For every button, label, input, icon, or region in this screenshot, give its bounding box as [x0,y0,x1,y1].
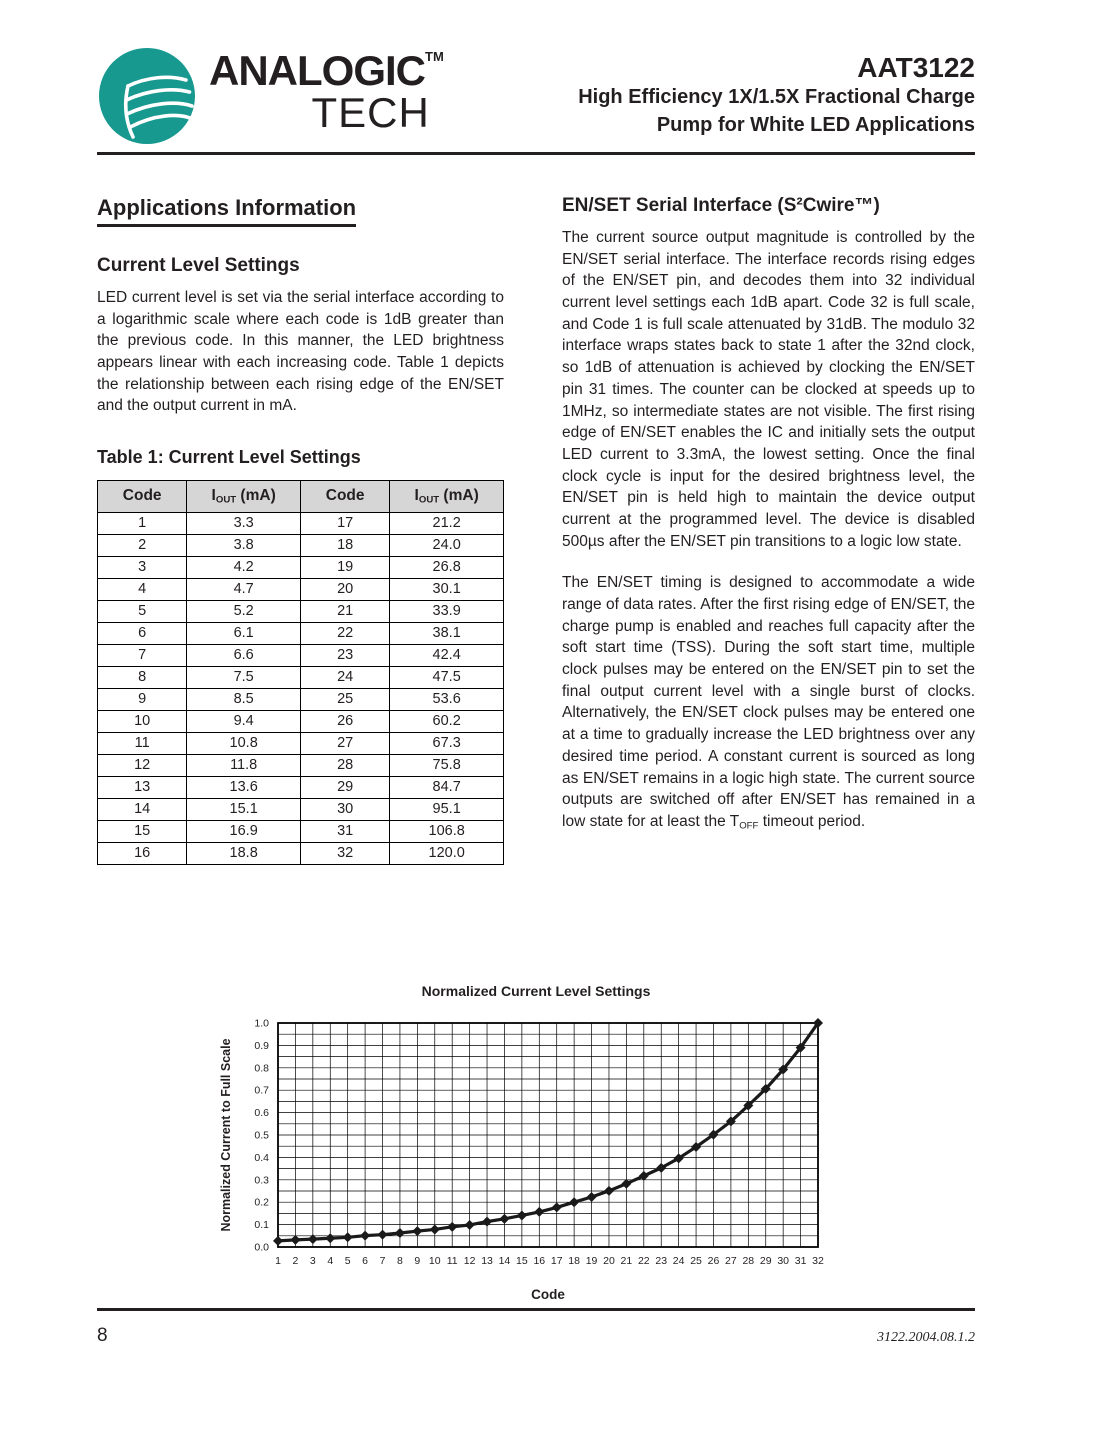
table-cell: 16 [98,842,187,864]
table-cell: 9 [98,688,187,710]
table-row [98,798,504,820]
svg-text:23: 23 [655,1255,668,1267]
svg-text:0.3: 0.3 [254,1174,269,1187]
footer-rule [97,1308,975,1311]
table-cell: 21 [300,600,389,622]
table-row [98,666,504,688]
enset-paragraph-1: The current source output magnitude is controlled by the EN/SET serial interface. The interface records rising edges of the EN/SET pin, and decodes them into 32 individual current level settings each 1dB apart. Code 32 is full scale, and Code 1 is full scale attenuated by 31dB. The modulo 32 interface wraps states back to state 1 after the 32nd clock, so 1dB of attenuation is achieved by clocking the EN/SET pin 31 times. The counter can be clocked at speeds up to 1MHz, so intermediate states are not visible. The first rising edge of EN/SET enables the IC and initially sets the output LED current to 3.3mA, the lowest setting. Once the final clock cycle is input for the desired brightness level, the EN/SET pin is held high to maintain the device output current at the programmed level. The device is disabled 500µs after the EN/SET pin transitions to a logic low state. [562,229,975,550]
table-row [98,600,504,622]
svg-text:20: 20 [603,1255,615,1267]
header-cell-code-1: Code [98,481,187,512]
svg-text:1.0: 1.0 [254,1017,269,1030]
table-cell: 4.2 [187,556,301,578]
svg-text:2: 2 [292,1255,299,1267]
table-row [98,688,504,710]
table-row [98,622,504,644]
table-cell: 75.8 [390,754,504,776]
svg-text:12: 12 [463,1255,476,1267]
header-rule [97,152,975,155]
header-cell-iout-2 [390,481,504,512]
document-revision-code: 3122.2004.08.1.2 [877,1330,975,1345]
table-cell: 5.2 [187,600,301,622]
svg-text:1: 1 [275,1255,281,1267]
section-title-applications-information: Applications Information [97,195,356,227]
table-cell: 30 [300,798,389,820]
brand-wordmark [209,46,444,136]
svg-text:0.1: 0.1 [254,1219,269,1232]
table-row [98,842,504,864]
current-table-body [98,512,504,864]
svg-text:7: 7 [379,1255,386,1267]
table-cell: 17 [300,512,389,534]
analogictech-logo-icon [97,46,197,146]
svg-text:0.6: 0.6 [254,1107,269,1120]
svg-text:0.8: 0.8 [254,1062,269,1075]
svg-text:18: 18 [568,1255,580,1267]
table-cell: 11.8 [187,754,301,776]
table-row [98,710,504,732]
doc-subtitle-line2: Pump for White LED Applications [656,113,975,136]
table-header-row [98,481,504,512]
company-logo [97,46,444,146]
trademark-mark: TM [425,49,444,64]
chart-title: Normalized Current Level Settings [421,983,651,999]
table-cell: 28 [300,754,389,776]
table-cell: 24.0 [390,534,504,556]
svg-text:15: 15 [516,1255,528,1267]
table-row [98,534,504,556]
table-cell: 11 [98,732,187,754]
toff-subscript: OFF [739,820,759,832]
svg-text:10: 10 [428,1255,441,1267]
svg-text:24: 24 [672,1255,685,1267]
table-row [98,732,504,754]
svg-text:19: 19 [585,1255,598,1267]
table-cell: 10.8 [187,732,301,754]
svg-text:0.9: 0.9 [254,1039,269,1052]
svg-text:9: 9 [414,1255,421,1267]
table-cell: 4 [98,578,187,600]
svg-text:22: 22 [637,1255,650,1267]
svg-text:30: 30 [777,1255,790,1267]
table-cell: 10 [98,710,187,732]
right-column [562,195,975,957]
brand-name-bottom: TECH [311,89,430,136]
table-row [98,512,504,534]
page-footer [97,1308,975,1347]
svg-text:32: 32 [812,1255,824,1267]
table-cell: 30.1 [390,578,504,600]
svg-text:0.4: 0.4 [254,1151,269,1164]
table-cell: 29 [300,776,389,798]
table-header [98,481,504,512]
table-cell: 60.2 [390,710,504,732]
table-cell: 13.6 [187,776,301,798]
svg-text:21: 21 [620,1255,633,1267]
table-1-title: Table 1: Current Level Settings [97,447,361,468]
table-cell: 25 [300,688,389,710]
table-cell: 26 [300,710,389,732]
document-title-block [578,46,975,139]
enset-paragraph-2-main: The EN/SET timing is designed to accommodate a wide range of data rates. After the first rising edge of EN/SET, the charge pump is enabled and reaches full capacity after the soft start time (TSS). During the soft start time, multiple clock pulses may be entered on the EN/SET pin to set the final output current level with a single burst of clocks. Alternatively, the EN/SET clock pulses may be entered one at a time to gradually increase the LED brightness over any desired time period. A constant current is sourced as long as EN/SET remains in a logic high state. The current source outputs are switched off after EN/SET has remained in a low state for at least the T [562,574,975,830]
table-cell: 1 [98,512,187,534]
table-cell: 33.9 [390,600,504,622]
brand-name-top [209,47,444,94]
table-cell: 15.1 [187,798,301,820]
table-cell: 32 [300,842,389,864]
table-cell: 8.5 [187,688,301,710]
svg-text:29: 29 [759,1255,772,1267]
svg-text:17: 17 [550,1255,563,1267]
table-row [98,644,504,666]
iout-subscript: OUT [215,494,237,506]
table-cell: 4.7 [187,578,301,600]
table-cell: 84.7 [390,776,504,798]
part-number: AAT3122 [857,52,975,83]
table-cell: 120.0 [390,842,504,864]
table-cell: 24 [300,666,389,688]
table-cell: 31 [300,820,389,842]
table-cell: 3.3 [187,512,301,534]
header-cell-code-2: Code [300,481,389,512]
svg-text:28: 28 [742,1255,755,1267]
table-cell: 7.5 [187,666,301,688]
table-cell: 23 [300,644,389,666]
table-cell: 6.6 [187,644,301,666]
svg-text:25: 25 [690,1255,702,1267]
iout-symbol: I [414,487,419,505]
header-cell-iout-1 [187,481,301,512]
svg-text:0.7: 0.7 [254,1084,269,1097]
table-row [98,556,504,578]
svg-text:13: 13 [481,1255,493,1267]
page-header [97,0,975,146]
table-cell: 22 [300,622,389,644]
table-row [98,754,504,776]
svg-text:16: 16 [533,1255,546,1267]
brand-analogic-text: ANALOGIC [209,47,425,94]
svg-text:6: 6 [362,1255,369,1267]
table-cell: 12 [98,754,187,776]
normalized-current-chart-section [97,983,975,1311]
subsection-title-current-level-settings: Current Level Settings [97,255,300,276]
table-cell: 19 [300,556,389,578]
table-cell: 95.1 [390,798,504,820]
table-row [98,578,504,600]
table-cell: 7 [98,644,187,666]
iout-unit: (mA) [439,487,479,505]
svg-text:0.0: 0.0 [254,1241,269,1254]
table-cell: 38.1 [390,622,504,644]
svg-text:Code: Code [531,1287,565,1302]
table-cell: 14 [98,798,187,820]
svg-text:5: 5 [344,1255,351,1267]
svg-text:27: 27 [725,1255,737,1267]
current-level-settings-table [97,480,504,864]
table-cell: 18 [300,534,389,556]
svg-text:0.5: 0.5 [254,1129,269,1142]
table-cell: 2 [98,534,187,556]
table-cell: 8 [98,666,187,688]
table-cell: 18.8 [187,842,301,864]
svg-text:31: 31 [794,1255,807,1267]
iout-unit: (mA) [236,487,276,505]
iout-subscript: OUT [418,494,440,506]
enset-paragraph-2-tail: timeout period. [758,812,866,830]
table-cell: 13 [98,776,187,798]
current-level-settings-paragraph: LED current level is set via the serial interface according to a logarithmic scale where each code is 1dB greater than the previous code. In this manner, the LED brightness appears linear with each increasing code. Table 1 depicts the relationship between each rising edge of the EN/SET and the output current in mA. [97,289,504,415]
svg-text:3: 3 [309,1255,316,1267]
table-cell: 106.8 [390,820,504,842]
content-columns [97,195,975,957]
doc-subtitle-line1: High Efficiency 1X/1.5X Fractional Charge [578,86,975,109]
table-cell: 27 [300,732,389,754]
table-cell: 53.6 [390,688,504,710]
svg-text:11: 11 [446,1255,458,1267]
subsection-title-enset-serial-interface: EN/SET Serial Interface (S²Cwire™) [562,195,880,216]
table-cell: 20 [300,578,389,600]
svg-text:26: 26 [707,1255,720,1267]
svg-text:0.2: 0.2 [254,1196,269,1209]
left-column [97,195,504,957]
svg-text:4: 4 [327,1255,334,1267]
table-cell: 15 [98,820,187,842]
table-cell: 47.5 [390,666,504,688]
page-number: 8 [97,1325,108,1346]
svg-text:14: 14 [498,1255,511,1267]
table-cell: 6 [98,622,187,644]
table-cell: 5 [98,600,187,622]
table-cell: 9.4 [187,710,301,732]
svg-text:8: 8 [397,1255,403,1267]
enset-paragraph-2 [562,572,975,832]
table-cell: 16.9 [187,820,301,842]
table-row [98,776,504,798]
normalized-current-level-chart [216,1011,856,1311]
table-row [98,820,504,842]
table-cell: 67.3 [390,732,504,754]
table-cell: 21.2 [390,512,504,534]
table-cell: 3 [98,556,187,578]
table-cell: 26.8 [390,556,504,578]
table-cell: 6.1 [187,622,301,644]
iout-symbol: I [211,487,216,505]
svg-text:Normalized Current to Full Sca: Normalized Current to Full Scale [219,1038,233,1232]
table-cell: 42.4 [390,644,504,666]
table-cell: 3.8 [187,534,301,556]
